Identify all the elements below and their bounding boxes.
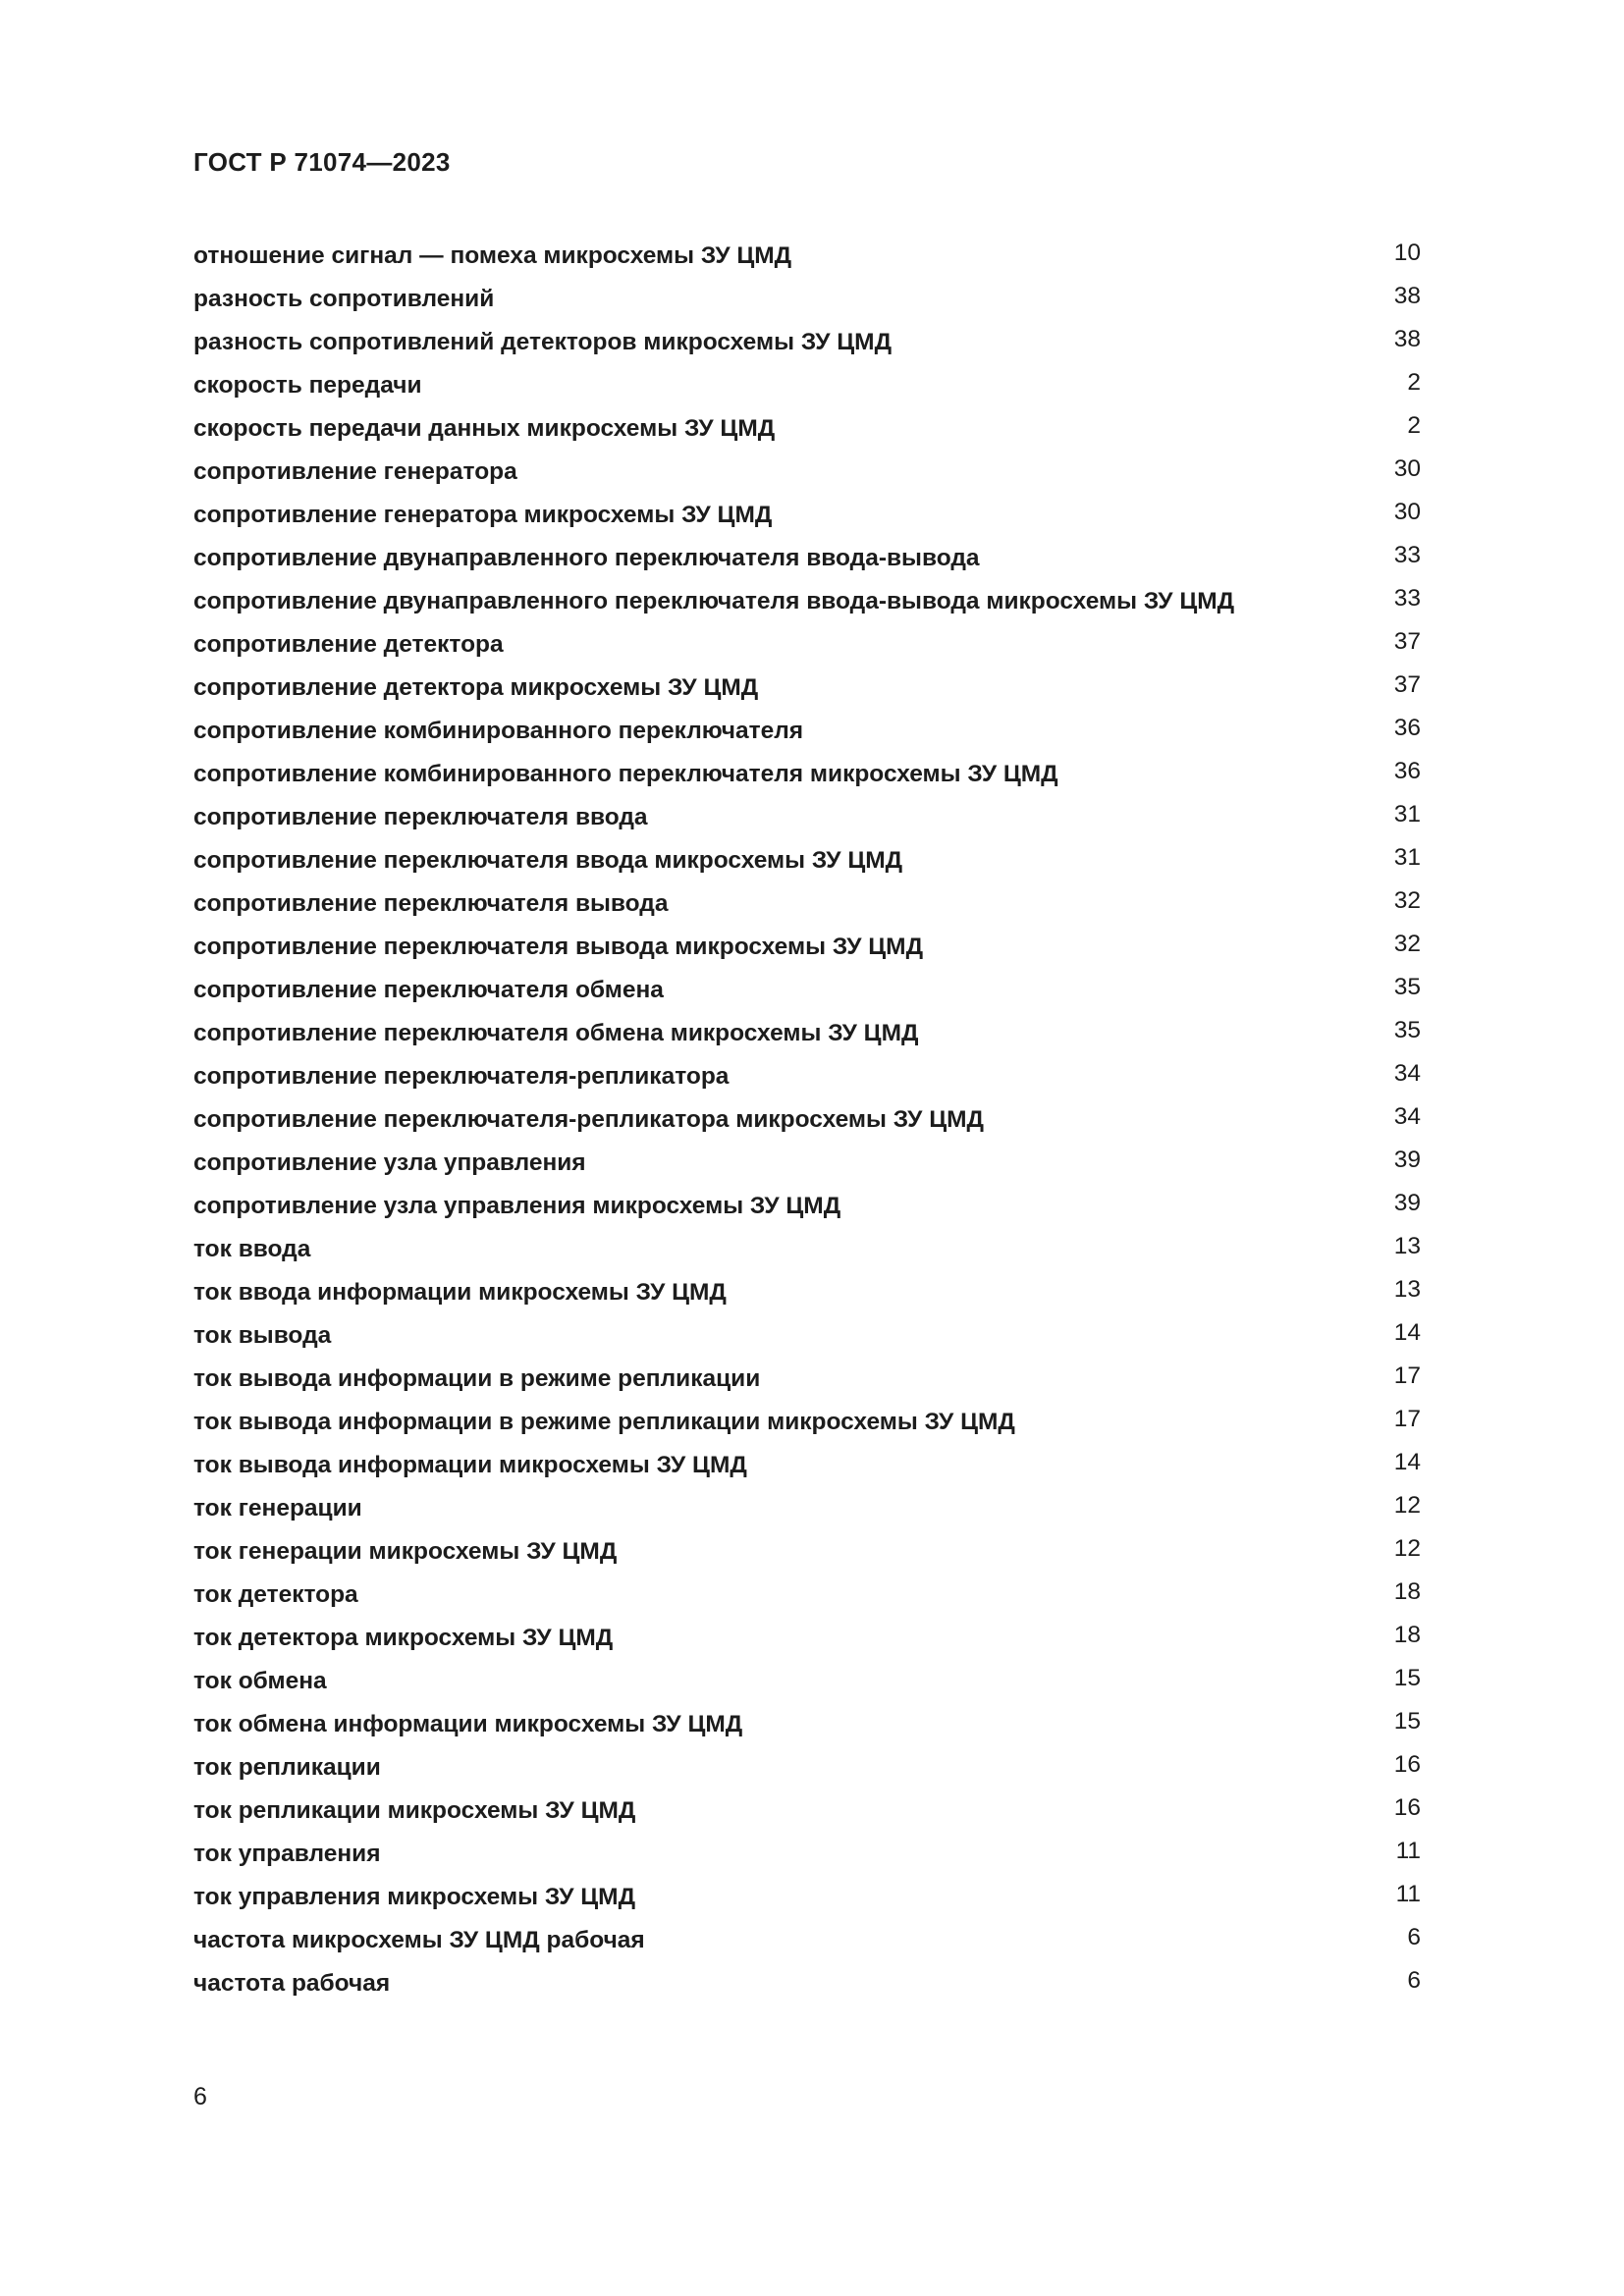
index-term: ток обмена информации микросхемы ЗУ ЦМД [193,1711,743,1737]
index-term: сопротивление двунаправленного переключателя ввода-вывода [193,545,980,571]
index-term: сопротивление двунаправленного переключателя ввода-вывода микросхемы ЗУ ЦМД [193,588,1235,614]
index-entry [193,543,1440,586]
index-term: ток вывода информации в режиме репликации [193,1365,761,1392]
index-entry [193,888,1440,932]
index-term: ток ввода информации микросхемы ЗУ ЦМД [193,1279,727,1306]
index-entry [193,1320,1440,1363]
index-entry [193,1104,1440,1148]
index-ref-number: 18 [1393,1578,1421,1605]
index-entry [193,1925,1440,1968]
index-ref-number: 35 [1393,1017,1421,1043]
index-term: сопротивление детектора [193,631,504,658]
index-ref-number: 37 [1393,628,1421,655]
index-entry [193,1277,1440,1320]
index-term: ток ввода [193,1236,311,1262]
index-term: сопротивление узла управления [193,1149,586,1176]
index-ref-number: 32 [1393,887,1421,914]
index-entry [193,1061,1440,1104]
index-entry [193,845,1440,888]
index-ref-number: 13 [1393,1276,1421,1303]
index-term: сопротивление комбинированного переключателя микросхемы ЗУ ЦМД [193,761,1058,787]
index-entry [193,1968,1440,2011]
index-term: ток детектора микросхемы ЗУ ЦМД [193,1625,614,1651]
index-ref-number: 11 [1395,1838,1421,1864]
index-entry [193,500,1440,543]
index-term: ток репликации микросхемы ЗУ ЦМД [193,1797,636,1824]
index-ref-number: 34 [1393,1103,1421,1130]
index-term: ток вывода [193,1322,332,1349]
index-entry [193,1493,1440,1536]
index-term: сопротивление переключателя вывода микросхемы ЗУ ЦМД [193,934,924,960]
term-index-list [193,240,1440,2011]
page-number: 6 [193,2083,207,2110]
index-ref-number: 18 [1393,1622,1421,1648]
index-term: ток детектора [193,1581,358,1608]
index-entry [193,672,1440,716]
index-entry [193,1234,1440,1277]
index-entry [193,1363,1440,1407]
index-entry [193,586,1440,629]
index-ref-number: 2 [1407,412,1421,439]
index-term: ток генерации [193,1495,362,1522]
index-term: сопротивление детектора микросхемы ЗУ ЦМД [193,674,759,701]
index-term: ток генерации микросхемы ЗУ ЦМД [193,1538,618,1565]
index-entry [193,1752,1440,1795]
index-ref-number: 10 [1393,240,1421,266]
index-ref-number: 32 [1393,931,1421,957]
index-entry [193,716,1440,759]
index-entry [193,1579,1440,1623]
index-term: сопротивление переключателя ввода микросхемы ЗУ ЦМД [193,847,903,874]
index-term: частота микросхемы ЗУ ЦМД рабочая [193,1927,645,1953]
index-entry [193,240,1440,284]
index-term: разность сопротивлений детекторов микросхемы ЗУ ЦМД [193,329,893,355]
index-ref-number: 31 [1393,844,1421,871]
index-term: ток вывода информации микросхемы ЗУ ЦМД [193,1452,747,1478]
index-ref-number: 36 [1393,715,1421,741]
index-term: ток управления микросхемы ЗУ ЦМД [193,1884,636,1910]
index-entry [193,284,1440,327]
index-ref-number: 30 [1393,499,1421,525]
index-entry [193,456,1440,500]
index-ref-number: 31 [1393,801,1421,828]
index-entry [193,802,1440,845]
index-entry [193,327,1440,370]
index-ref-number: 2 [1407,369,1421,396]
index-term: скорость передачи [193,372,422,399]
index-ref-number: 35 [1393,974,1421,1000]
index-term: частота рабочая [193,1970,391,1997]
index-ref-number: 17 [1393,1406,1421,1432]
index-entry [193,1882,1440,1925]
index-entry [193,1536,1440,1579]
index-entry [193,413,1440,456]
index-entry [193,1795,1440,1839]
index-ref-number: 36 [1393,758,1421,784]
index-term: разность сопротивлений [193,286,495,312]
index-term: ток вывода информации в режиме репликации микросхемы ЗУ ЦМД [193,1409,1015,1435]
index-ref-number: 39 [1393,1190,1421,1216]
index-term: ток управления [193,1841,381,1867]
index-entry [193,1018,1440,1061]
index-ref-number: 12 [1393,1535,1421,1562]
index-ref-number: 33 [1393,542,1421,568]
index-entry [193,932,1440,975]
index-entry [193,1623,1440,1666]
index-entry [193,975,1440,1018]
index-term: сопротивление переключателя-репликатора [193,1063,730,1090]
index-ref-number: 15 [1393,1665,1421,1691]
index-term: сопротивление переключателя ввода [193,804,648,830]
index-ref-number: 16 [1393,1794,1421,1821]
index-ref-number: 17 [1393,1362,1421,1389]
index-term: сопротивление генератора микросхемы ЗУ ЦМД [193,502,773,528]
index-entry [193,370,1440,413]
index-ref-number: 30 [1393,455,1421,482]
index-ref-number: 37 [1393,671,1421,698]
index-term: сопротивление переключателя обмена микросхемы ЗУ ЦМД [193,1020,919,1046]
index-entry [193,629,1440,672]
index-term: сопротивление переключателя-репликатора микросхемы ЗУ ЦМД [193,1106,984,1133]
index-entry [193,1191,1440,1234]
index-ref-number: 6 [1407,1967,1421,1994]
index-entry [193,1709,1440,1752]
index-term: отношение сигнал — помеха микросхемы ЗУ ЦМД [193,242,792,269]
index-term: сопротивление комбинированного переключателя [193,718,804,744]
index-entry [193,1148,1440,1191]
index-ref-number: 39 [1393,1147,1421,1173]
index-term: ток репликации [193,1754,381,1781]
index-term: сопротивление переключателя вывода [193,890,669,917]
index-entry [193,759,1440,802]
index-term: сопротивление переключателя обмена [193,977,664,1003]
index-ref-number: 34 [1393,1060,1421,1087]
index-ref-number: 38 [1393,283,1421,309]
index-entry [193,1407,1440,1450]
page-header: ГОСТ Р 71074—2023 [193,147,451,177]
index-entry [193,1839,1440,1882]
index-ref-number: 16 [1393,1751,1421,1778]
index-ref-number: 33 [1393,585,1421,612]
index-ref-number: 12 [1393,1492,1421,1519]
index-ref-number: 14 [1393,1319,1421,1346]
index-ref-number: 14 [1393,1449,1421,1475]
index-ref-number: 15 [1393,1708,1421,1735]
index-entry [193,1450,1440,1493]
index-ref-number: 6 [1407,1924,1421,1950]
index-term: скорость передачи данных микросхемы ЗУ ЦМД [193,415,776,442]
index-entry [193,1666,1440,1709]
index-term: сопротивление генератора [193,458,517,485]
index-ref-number: 13 [1393,1233,1421,1259]
index-ref-number: 38 [1393,326,1421,352]
index-term: сопротивление узла управления микросхемы ЗУ ЦМД [193,1193,841,1219]
index-term: ток обмена [193,1668,327,1694]
index-ref-number: 11 [1395,1881,1421,1907]
